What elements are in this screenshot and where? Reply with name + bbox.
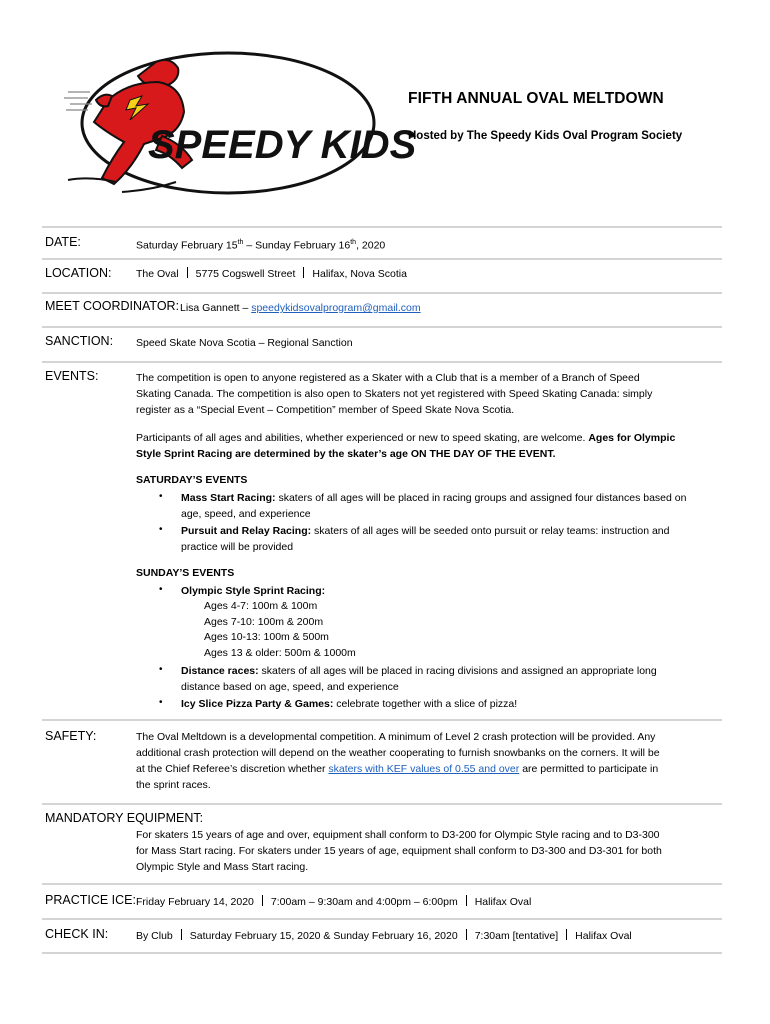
city: Halifax, Nova Scotia <box>312 268 407 280</box>
divider <box>42 258 722 260</box>
logo-wordmark: SPEEDY KIDS <box>148 123 417 167</box>
bullet: • <box>159 491 163 502</box>
list-item: Distance races: skaters of all ages will be placed in racing divisions and assigned an appropriate long distance based on age, speed, and experience <box>181 665 657 693</box>
separator <box>181 929 182 940</box>
equipment-label: MANDATORY EQUIPMENT: <box>45 811 204 825</box>
divider <box>42 292 722 294</box>
kef-values-link[interactable]: skaters with KEF values of 0.55 and over <box>328 763 520 775</box>
location-label: LOCATION: <box>45 266 112 280</box>
coordinator-label: MEET COORDINATOR: <box>45 299 180 313</box>
speedy-kids-logo <box>38 40 417 200</box>
separator <box>466 895 467 906</box>
equipment-text: For skaters 15 years of age and over, equipment shall conform to D3-200 for Olympic Style racing and to D3-300 for Mass Start racing. For skaters under 15 years of age, equipment shall conform to D3-300 and D3-301 for both Olympic Style and Mass Start racing. <box>136 829 662 873</box>
safety-text: The Oval Meltdown is a developmental competition. A minimum of Level 2 crash protection will be provided. Any additional crash protection will depend on the weather cooperating to furnish snowbanks on the corners. It will be at the Chief Referee’s discretion whether skaters with KEF values of 0.55 and over are permitted to participate in the sprint races. <box>136 731 660 791</box>
list-item: Pursuit and Relay Racing: skaters of all ages will be seeded onto pursuit or relay teams: instruction and practice will be provided <box>181 525 670 553</box>
bullet: • <box>159 664 163 675</box>
divider <box>42 883 722 885</box>
divider <box>42 719 722 721</box>
sprint-ages-list: Ages 4-7: 100m & 100m Ages 7-10: 100m & 200m Ages 10-13: 100m & 500m Ages 13 & older: 500m & 1000m <box>204 600 356 659</box>
page-subtitle: Hosted by The Speedy Kids Oval Program Society <box>408 130 683 142</box>
location-value <box>136 266 407 282</box>
sunday-heading: SUNDAY’S EVENTS <box>136 567 235 579</box>
separator <box>566 929 567 940</box>
date-value: Saturday February 15th – Sunday February 16th, 2020 <box>136 239 386 252</box>
checkin-label: CHECK IN: <box>45 927 109 941</box>
checkin-value: By Club Saturday February 15, 2020 & Sunday February 16, 2020 7:30am [tentative] Halifax Oval <box>136 930 632 942</box>
practice-value: Friday February 14, 2020 7:00am – 9:30am and 4:00pm – 6:00pm Halifax Oval <box>136 896 532 908</box>
bullet: • <box>159 584 163 595</box>
coordinator-name: Lisa Gannett – <box>180 302 252 314</box>
coordinator-email-link[interactable]: speedykidsovalprogram@gmail.com <box>251 302 421 314</box>
sanction-label: SANCTION: <box>45 334 114 348</box>
divider <box>42 803 722 805</box>
bullet: • <box>159 697 163 708</box>
separator <box>262 895 263 906</box>
events-intro: The competition is open to anyone registered as a Skater with a Club that is a member of a Branch of Speed Skating Canada. The competition is also open to Skaters not yet registered with Speed Skating Canada: simply register as a “Special Event – Competition” member of Speed Skate Nova Scotia. <box>136 372 653 416</box>
address: 5775 Cogswell Street <box>195 268 296 280</box>
saturday-heading: SATURDAY’S EVENTS <box>136 474 248 486</box>
coordinator-value <box>180 300 421 316</box>
safety-label: SAFETY: <box>45 729 97 743</box>
events-label: EVENTS: <box>45 369 99 383</box>
divider <box>42 361 722 363</box>
practice-label: PRACTICE ICE: <box>45 893 136 907</box>
divider <box>42 918 722 920</box>
date-label: DATE: <box>45 235 81 249</box>
venue: The Oval <box>136 268 179 280</box>
list-item: Mass Start Racing: skaters of all ages will be placed in racing groups and assigned four distances based on age, speed, and experience <box>181 492 687 520</box>
divider <box>42 326 722 328</box>
divider <box>42 226 722 228</box>
list-item: Olympic Style Sprint Racing: <box>181 585 326 597</box>
separator <box>187 267 188 278</box>
bullet: • <box>159 524 163 535</box>
separator <box>466 929 467 940</box>
list-item: Icy Slice Pizza Party & Games: celebrate together with a slice of pizza! <box>181 698 518 710</box>
events-participants: Participants of all ages and abilities, whether experienced or new to speed skating, are welcome. Ages for Olympic Style Sprint Racing are determined by the skater’s age ON THE DAY OF THE EVENT. <box>136 432 676 460</box>
page-title: FIFTH ANNUAL OVAL MELTDOWN <box>408 90 664 107</box>
separator <box>303 267 304 278</box>
sanction-value: Speed Skate Nova Scotia – Regional Sanction <box>136 337 353 349</box>
divider <box>42 952 722 954</box>
